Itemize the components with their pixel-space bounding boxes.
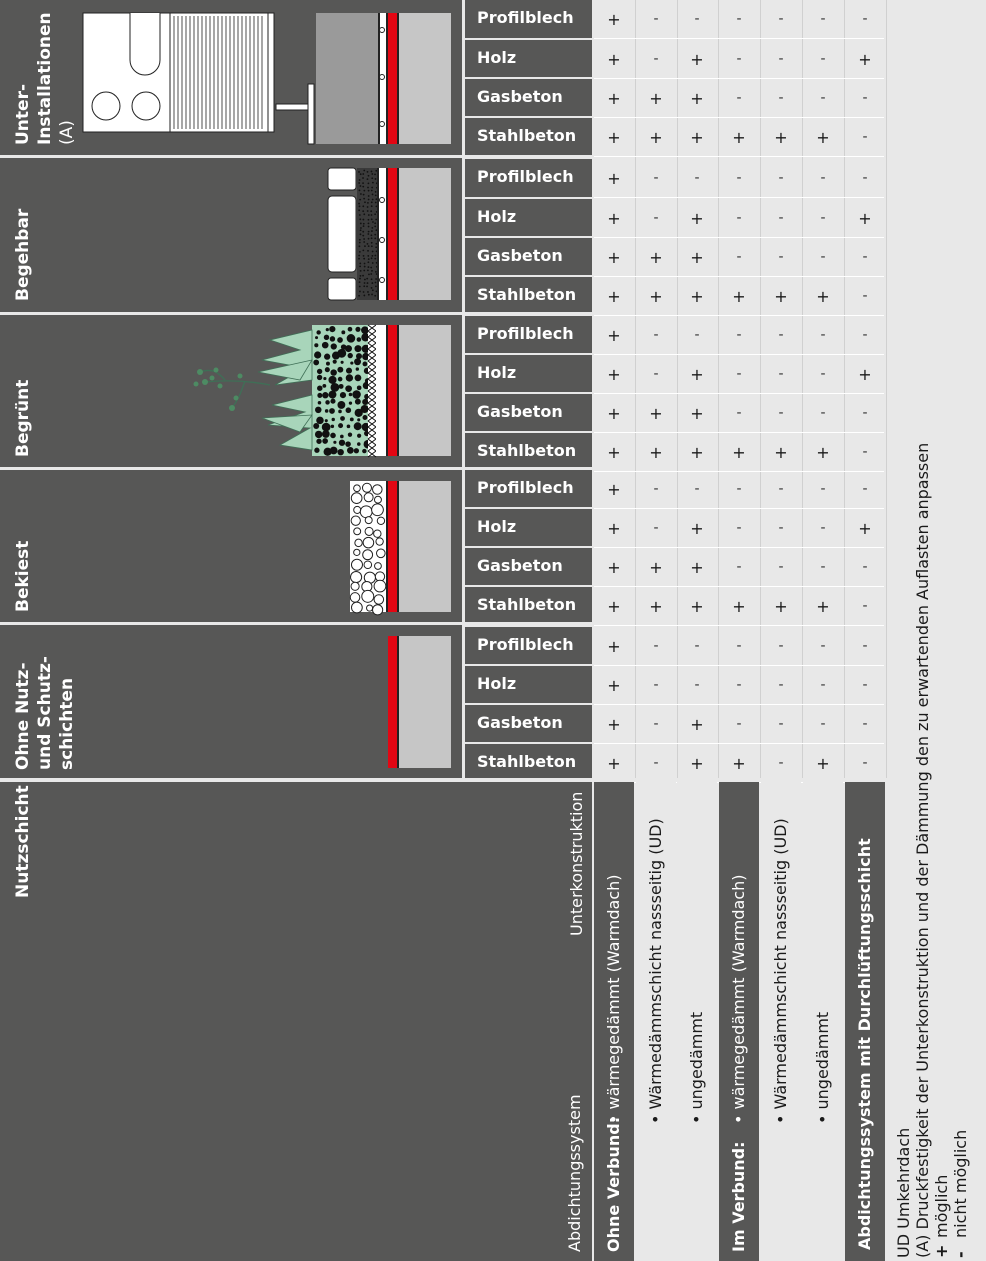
legend-ud: UD Umkehrdach <box>894 1127 913 1258</box>
matrix-cell: - <box>736 677 742 693</box>
matrix-cell: + <box>607 364 621 384</box>
abdichtungssystem-heading: Abdichtungssystem <box>565 1094 584 1252</box>
matrix-cell: + <box>607 325 621 345</box>
matrix-cell: + <box>690 596 704 616</box>
matrix-cell: + <box>607 518 621 538</box>
matrix-cell: + <box>690 403 704 423</box>
system-row <box>803 782 843 1261</box>
row-separator <box>465 314 592 316</box>
matrix-cell: + <box>649 88 663 108</box>
header-separator <box>0 779 886 782</box>
column-separator <box>886 0 887 778</box>
header-panel <box>0 782 592 1261</box>
matrix-cell: + <box>816 596 830 616</box>
matrix-cell: - <box>778 638 784 654</box>
row-line <box>594 393 884 394</box>
system-row <box>845 782 885 1261</box>
matrix-cell: - <box>694 638 700 654</box>
category-label-begruent: Begrünt <box>13 379 33 457</box>
matrix-cell: - <box>736 481 742 497</box>
matrix-cell: + <box>816 127 830 147</box>
matrix-cell: - <box>736 638 742 654</box>
row-line <box>594 432 884 433</box>
matrix-cell: + <box>690 557 704 577</box>
matrix-cell: - <box>736 90 742 106</box>
substructure-label: Profilblech <box>477 324 574 343</box>
matrix-cell: + <box>607 208 621 228</box>
row-separator <box>465 38 592 40</box>
roof-section-walkable <box>328 168 451 300</box>
system-group-label: Ohne Verbund: <box>604 1116 623 1252</box>
matrix-cell: + <box>690 518 704 538</box>
matrix-cell: - <box>820 481 826 497</box>
row-line <box>594 38 884 39</box>
substructure-label: Profilblech <box>477 8 574 27</box>
matrix-cell: - <box>778 481 784 497</box>
row-separator <box>465 625 592 627</box>
substructure-label: Gasbeton <box>477 713 563 732</box>
matrix-cell: - <box>820 520 826 536</box>
matrix-cell: - <box>736 366 742 382</box>
row-line <box>594 665 884 666</box>
matrix-cell: - <box>862 716 868 732</box>
roof-section-plain <box>388 636 451 768</box>
matrix-cell: - <box>820 170 826 186</box>
matrix-cell: - <box>862 677 868 693</box>
system-label: • ungedämmt <box>813 1011 832 1124</box>
matrix-cell: + <box>732 442 746 462</box>
row-line <box>594 508 884 509</box>
system-label: • wärmegedämmt (Warmdach) <box>604 874 623 1124</box>
matrix-cell: + <box>774 442 788 462</box>
matrix-cell: + <box>690 49 704 69</box>
row-separator <box>465 546 592 548</box>
matrix-cell: + <box>774 286 788 306</box>
matrix-cell: + <box>649 286 663 306</box>
matrix-cell: - <box>736 249 742 265</box>
row-separator <box>465 77 592 79</box>
matrix-cell: - <box>778 366 784 382</box>
category-label-installationen: Unter- Installationen (A) <box>13 12 77 145</box>
matrix-cell: - <box>653 366 659 382</box>
matrix-cell: - <box>653 638 659 654</box>
unterkonstruktion-heading: Unterkonstruktion <box>567 791 586 936</box>
matrix-cell: - <box>820 249 826 265</box>
matrix-cell: - <box>862 90 868 106</box>
roof-section-green <box>194 325 452 457</box>
matrix-cell: - <box>862 11 868 27</box>
matrix-cell: + <box>732 596 746 616</box>
matrix-cell: + <box>858 208 872 228</box>
matrix-cell: - <box>820 559 826 575</box>
matrix-cell: - <box>653 520 659 536</box>
matrix-cell: - <box>820 405 826 421</box>
roof-section-gravel <box>350 481 451 615</box>
row-line <box>594 471 884 472</box>
nutzschicht-heading: Nutzschicht <box>13 785 33 898</box>
matrix-cell: + <box>607 675 621 695</box>
category-label-ohne-nutz: Ohne Nutz- und Schutz- schichten <box>13 656 77 770</box>
system-row <box>761 782 801 1261</box>
matrix-cell: + <box>774 127 788 147</box>
row-line <box>594 117 884 118</box>
matrix-cell: - <box>862 638 868 654</box>
matrix-cell: + <box>607 479 621 499</box>
matrix-cell: + <box>690 247 704 267</box>
matrix-cell: + <box>690 127 704 147</box>
matrix-cell: - <box>778 677 784 693</box>
matrix-cell: - <box>820 90 826 106</box>
system-group-label: Im Verbund: <box>729 1141 748 1252</box>
matrix-cell: - <box>653 51 659 67</box>
matrix-cell: - <box>820 327 826 343</box>
substructure-label: Holz <box>477 517 517 536</box>
substructure-label: Gasbeton <box>477 402 563 421</box>
matrix-cell: + <box>607 49 621 69</box>
matrix-cell: - <box>736 170 742 186</box>
row-line <box>594 276 884 277</box>
matrix-cell: + <box>858 518 872 538</box>
row-separator <box>465 664 592 666</box>
row-separator <box>465 507 592 509</box>
row-line <box>594 315 884 316</box>
matrix-cell: + <box>690 286 704 306</box>
category-label-begehbar: Begehbar <box>13 208 33 301</box>
row-line <box>594 156 884 157</box>
matrix-cell: + <box>690 208 704 228</box>
matrix-cell: - <box>736 51 742 67</box>
matrix-cell: - <box>862 129 868 145</box>
matrix-cell: - <box>736 11 742 27</box>
matrix-cell: + <box>649 247 663 267</box>
matrix-cell: - <box>820 210 826 226</box>
legend-plus: +möglich <box>932 1174 951 1258</box>
matrix-cell: - <box>694 327 700 343</box>
matrix-cell: + <box>858 49 872 69</box>
substructure-label: Holz <box>477 363 517 382</box>
matrix-cell: + <box>649 403 663 423</box>
substructure-label: Gasbeton <box>477 87 563 106</box>
substructure-label: Profilblech <box>477 478 574 497</box>
matrix-cell: - <box>653 755 659 771</box>
matrix-cell: + <box>607 88 621 108</box>
matrix-cell: - <box>694 481 700 497</box>
row-separator <box>465 468 592 470</box>
matrix-cell: - <box>778 755 784 771</box>
matrix-cell: - <box>736 327 742 343</box>
row-line <box>594 743 884 744</box>
matrix-cell: - <box>736 716 742 732</box>
system-row <box>719 782 759 1261</box>
matrix-cell: + <box>816 286 830 306</box>
matrix-cell: + <box>607 753 621 773</box>
row-line <box>594 78 884 79</box>
matrix-cell: + <box>607 403 621 423</box>
matrix-cell: + <box>649 442 663 462</box>
matrix-cell: - <box>778 51 784 67</box>
matrix-cell: + <box>607 442 621 462</box>
matrix-cell: - <box>862 249 868 265</box>
row-line <box>594 237 884 238</box>
matrix-cell: + <box>607 9 621 29</box>
substructure-label: Profilblech <box>477 167 574 186</box>
matrix-cell: - <box>778 327 784 343</box>
matrix-cell: + <box>690 753 704 773</box>
matrix-cell: + <box>816 442 830 462</box>
matrix-cell: - <box>862 327 868 343</box>
matrix-cell: - <box>862 481 868 497</box>
roof-section-installations <box>83 13 451 144</box>
matrix-cell: - <box>653 481 659 497</box>
matrix-cell: + <box>607 168 621 188</box>
matrix-cell: - <box>736 520 742 536</box>
row-line <box>594 197 884 198</box>
matrix-cell: - <box>862 288 868 304</box>
category-label-bekiest: Bekiest <box>13 540 33 612</box>
matrix-cell: + <box>607 714 621 734</box>
system-label: • wärmegedämmt (Warmdach) <box>729 874 748 1124</box>
substructure-label: Gasbeton <box>477 246 563 265</box>
matrix-cell: - <box>653 327 659 343</box>
substructure-label: Holz <box>477 674 517 693</box>
row-line <box>594 354 884 355</box>
substructure-label: Holz <box>477 48 517 67</box>
row-separator <box>465 585 592 587</box>
row-separator <box>465 703 592 705</box>
row-separator <box>465 157 592 159</box>
matrix-cell: - <box>653 11 659 27</box>
matrix-cell: - <box>778 11 784 27</box>
matrix-cell: - <box>653 716 659 732</box>
matrix-cell: - <box>820 11 826 27</box>
matrix-cell: - <box>862 559 868 575</box>
matrix-cell: - <box>653 170 659 186</box>
row-line <box>594 586 884 587</box>
substructure-label: Gasbeton <box>477 556 563 575</box>
row-separator <box>465 353 592 355</box>
system-row <box>594 782 634 1261</box>
matrix-cell: - <box>653 210 659 226</box>
legend-minus: -nicht möglich <box>951 1129 970 1258</box>
matrix-cell: - <box>778 210 784 226</box>
substructure-label: Stahlbeton <box>477 752 577 771</box>
system-label: • Wärmedämmschicht nassseitig (UD) <box>771 818 790 1124</box>
system-label: Abdichtungssystem mit Durchlüftungsschicht <box>855 838 874 1250</box>
matrix-cell: - <box>820 716 826 732</box>
matrix-cell: + <box>649 557 663 577</box>
matrix-cell: + <box>649 596 663 616</box>
matrix-cell: - <box>862 598 868 614</box>
matrix-cell: + <box>607 557 621 577</box>
row-separator <box>465 275 592 277</box>
matrix-cell: - <box>778 170 784 186</box>
matrix-cell: - <box>778 90 784 106</box>
substructure-label: Stahlbeton <box>477 441 577 460</box>
matrix-cell: + <box>816 753 830 773</box>
matrix-cell: + <box>607 596 621 616</box>
matrix-cell: - <box>694 677 700 693</box>
system-row <box>677 782 717 1261</box>
matrix-cell: + <box>732 753 746 773</box>
matrix-cell: - <box>862 755 868 771</box>
matrix-cell: - <box>778 716 784 732</box>
row-separator <box>465 197 592 199</box>
matrix-cell: - <box>862 405 868 421</box>
row-line <box>594 547 884 548</box>
legend <box>894 443 970 1258</box>
matrix-cell: - <box>778 559 784 575</box>
matrix-cell: - <box>736 210 742 226</box>
matrix-cell: - <box>778 249 784 265</box>
system-label: • ungedämmt <box>687 1011 706 1124</box>
legend-a: (A) Druckfestigkeit der Unterkonstruktion und der Dämmung den zu erwartenden Auflasten anpassen <box>913 442 932 1258</box>
matrix-cell: - <box>694 11 700 27</box>
substructure-label: Holz <box>477 207 517 226</box>
matrix-cell: + <box>690 364 704 384</box>
matrix-cell: - <box>862 444 868 460</box>
row-separator <box>465 236 592 238</box>
matrix-cell: - <box>820 366 826 382</box>
substructure-label: Stahlbeton <box>477 285 577 304</box>
matrix-cell: - <box>862 170 868 186</box>
substructure-label: Stahlbeton <box>477 126 577 145</box>
substructure-label: Profilblech <box>477 635 574 654</box>
matrix-cell: + <box>607 127 621 147</box>
row-separator <box>465 116 592 118</box>
matrix-cell: + <box>690 442 704 462</box>
matrix-cell: + <box>774 596 788 616</box>
matrix-cell: - <box>694 170 700 186</box>
matrix-cell: - <box>736 559 742 575</box>
matrix-cell: - <box>653 677 659 693</box>
matrix-cell: + <box>607 247 621 267</box>
matrix-cell: + <box>649 127 663 147</box>
matrix-cell: + <box>732 127 746 147</box>
matrix-cell: + <box>690 714 704 734</box>
row-line <box>594 625 884 626</box>
row-separator <box>465 742 592 744</box>
matrix-cell: - <box>820 51 826 67</box>
row-separator <box>465 431 592 433</box>
matrix-cell: + <box>858 364 872 384</box>
matrix-cell: - <box>820 638 826 654</box>
row-line <box>594 704 884 705</box>
matrix-cell: - <box>736 405 742 421</box>
matrix-cell: + <box>607 286 621 306</box>
matrix-cell: + <box>732 286 746 306</box>
system-label: • Wärmedämmschicht nassseitig (UD) <box>646 818 665 1124</box>
matrix-cell: + <box>607 636 621 656</box>
matrix-cell: - <box>820 677 826 693</box>
matrix-cell: - <box>778 405 784 421</box>
roof-illustrations <box>0 0 462 778</box>
matrix-cell: + <box>690 88 704 108</box>
row-separator <box>465 392 592 394</box>
system-row <box>636 782 676 1261</box>
substructure-label: Stahlbeton <box>477 595 577 614</box>
matrix-cell: - <box>778 520 784 536</box>
